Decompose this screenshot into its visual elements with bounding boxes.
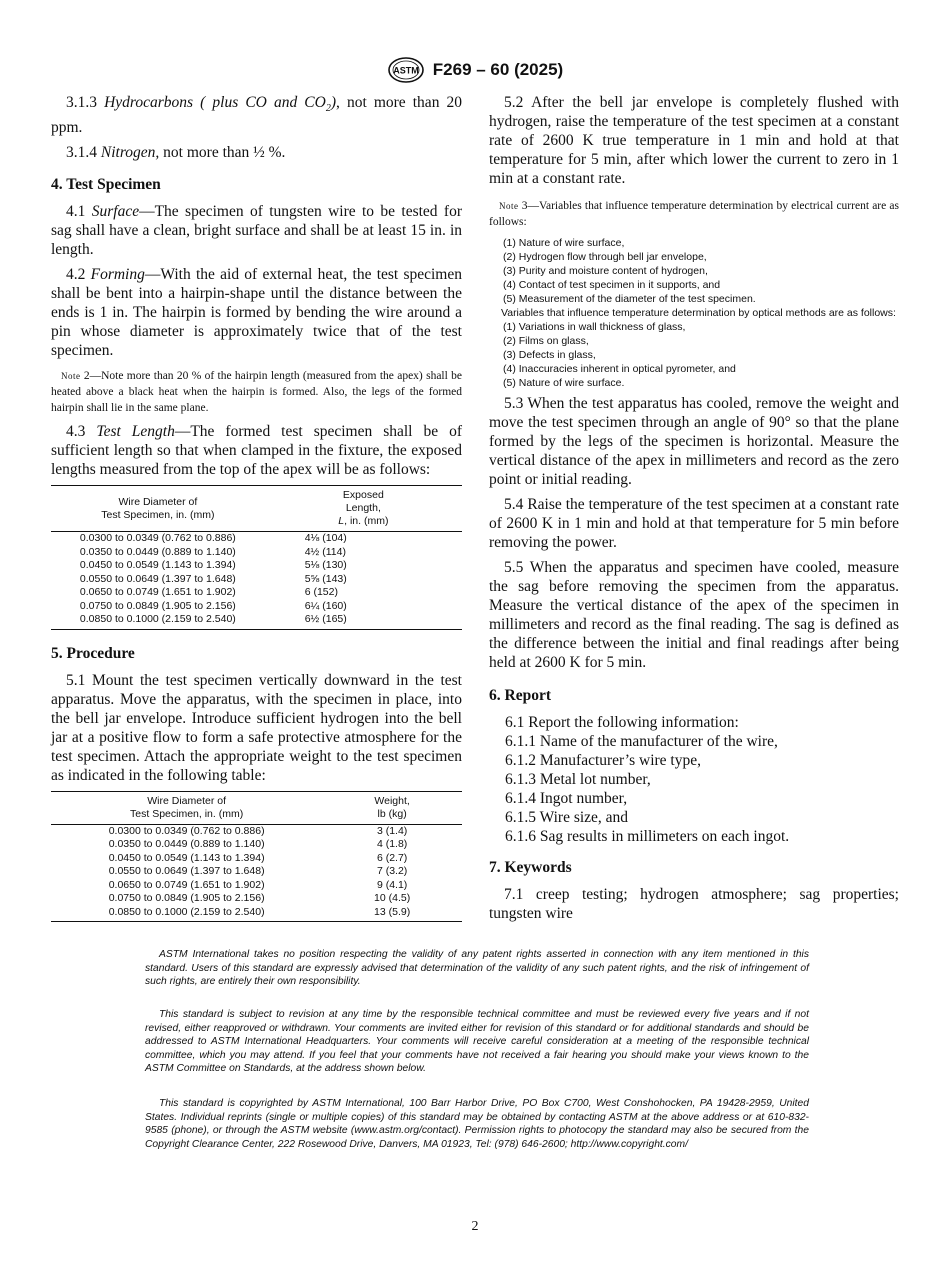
table-row: 0.0650 to 0.0749 (1.651 to 1.902) 9 (4.1) [108, 878, 408, 891]
report-list [489, 713, 899, 846]
table-row: 0.0350 to 0.0449 (0.889 to 1.140) 4 (1.8) [108, 838, 408, 851]
list-item: 6.1.4 Ingot number, [505, 790, 628, 807]
weight-table [51, 791, 462, 923]
optical-variables-intro: Variables that influence temperature determination by optical methods are as follows: [501, 307, 896, 319]
list-item: 6.1.2 Manufacturer’s wire type, [505, 752, 701, 769]
table-header-exposed-length: Exposed Length, L, in. (mm) [265, 486, 462, 532]
paragraph-5-1: 5.1 Mount the test specimen vertically downward in the test apparatus. Move the apparatus, with the specimen in place, into the bell jar envelope. Introduce sufficient hydrogen into the bell jar at a positive flow to form a safe protective atmosphere for the test specimen. Attach the appropriate weight to the test specimen as indicated in the following table: [51, 671, 462, 784]
table-row: 0.0850 to 0.1000 (2.159 to 2.540) 13 (5.9) [108, 905, 411, 918]
list-item: (3) Purity and moisture content of hydrogen, [503, 265, 708, 277]
legal-patent-notice: ASTM International takes no position respecting the validity of any patent rights asserted in connection with any item mentioned in this standard. Users of this standard are expressly advised that determination of the validity of any such patent rights, and the risk of infringement of such rights, are entirely their own responsibility. [145, 949, 809, 987]
paragraph-5-4: 5.4 Raise the temperature of the test specimen at a constant rate of 2600 K in 1 min and hold at that temperature for 5 min before removing the power. [489, 496, 899, 551]
note-3: Note 3—Variables that influence temperature determination by electrical current are as follows: [489, 200, 900, 228]
list-item: 6.1.3 Metal lot number, [505, 771, 651, 788]
page-number: 2 [471, 1219, 479, 1234]
list-item: (1) Nature of wire surface, [503, 237, 625, 249]
paragraph-5-5: 5.5 When the apparatus and specimen have cooled, measure the sag before removing the specimen from the apparatus. Measure the vertical distance of the apex of the specimen in millimeters and record as the final reading. The sag is defined as the difference between the initial and final readings after being held at 2600 K for 5 min. [489, 559, 899, 671]
table-row: 0.0350 to 0.0449 (0.889 to 1.140) 4½ (114) [79, 545, 346, 558]
table-row: 0.0750 to 0.0849 (1.905 to 2.156) 6¼ (160) [79, 599, 347, 612]
list-item: (2) Hydrogen flow through bell jar envelope, [503, 251, 707, 263]
table-row: 0.0550 to 0.0649 (1.397 to 1.648) 5⅝ (143) [79, 572, 347, 585]
table-row: 0.0450 to 0.0549 (1.143 to 1.394) 6 (2.7) [108, 851, 408, 864]
table-row: 0.0750 to 0.0849 (1.905 to 2.156) 10 (4.5) [108, 892, 411, 905]
table-row: 0.0650 to 0.0749 (1.651 to 1.902) 6 (152) [79, 586, 338, 599]
paragraph-7-1: 7.1 creep testing; hydrogen atmosphere; sag properties; tungsten wire [489, 886, 899, 922]
list-item: (4) Inaccuracies inherent in optical pyrometer, and [503, 363, 736, 375]
list-item: (2) Films on glass, [503, 335, 589, 347]
table-row: 0.0300 to 0.0349 (0.762 to 0.886) 3 (1.4) [108, 824, 408, 837]
list-item: 6.1.6 Sag results in millimeters on each ingot. [505, 828, 790, 845]
astm-logo-icon [387, 57, 425, 83]
electrical-variables-list [489, 236, 899, 390]
list-item: (5) Measurement of the diameter of the test specimen. [503, 293, 756, 305]
table-row: 0.0550 to 0.0649 (1.397 to 1.648) 7 (3.2) [108, 865, 408, 878]
list-item: 6.1 Report the following information: [505, 714, 739, 731]
list-item: (3) Defects in glass, [503, 349, 596, 361]
paragraph-4-3: 4.3 Test Length—The formed test specimen shall be of sufficient length so that when clamped in the fixture, the exposed lengths measured from the top of the apex will be as follows: [51, 423, 463, 479]
section-5-heading: 5. Procedure [51, 644, 135, 662]
list-item: (4) Contact of test specimen in it supports, and [503, 279, 721, 291]
note-2: Note 2—Note more than 20 % of the hairpin length (measured from the apex) shall be heated above a black heat when the hairpin is formed. Also, the legs of the formed hairpin shall lie in the same plane. [51, 370, 463, 415]
page-header [0, 57, 950, 83]
section-7-heading: 7. Keywords [489, 859, 572, 876]
paragraph-3-1-4: 3.1.4 Nitrogen, not more than ½ %. [66, 144, 286, 162]
table-row: 0.0300 to 0.0349 (0.762 to 0.886) 4⅛ (104) [79, 532, 347, 545]
paragraph-5-3: 5.3 When the test apparatus has cooled, remove the weight and move the test specimen through an angle of 90° so that the plane formed by the legs of the specimen is horizontal. Measure the vertical distance of the apex in millimeters and record as the zero point or initial reading. [489, 395, 899, 488]
list-item: 6.1.5 Wire size, and [505, 809, 629, 826]
paragraph-4-1: 4.1 Surface—The specimen of tungsten wire to be tested for sag shall have a clean, bright surface and shall be at least 15 in. in length. [51, 203, 462, 259]
legal-revision-notice: This standard is subject to revision at any time by the responsible technical committee and must be reviewed every five years and if not revised, either reapproved or withdrawn. Your comments are invited either for revision of this standard or for additional standards and should be addressed to ASTM International Headquarters. Your comments will receive careful consideration at a meeting of the responsible technical committee, which you may attend. If you feel that your comments have not received a fair hearing you should make your views known to the ASTM Committee on Standards, at the address shown below. [145, 1009, 809, 1074]
section-4-heading: 4. Test Specimen [51, 176, 161, 194]
list-item: (5) Nature of wire surface. [503, 377, 625, 389]
table-row: 0.0850 to 0.1000 (2.159 to 2.540) 6½ (165) [79, 613, 347, 626]
exposed-length-table [51, 485, 462, 630]
document-designation: F269 – 60 (2025) [432, 60, 564, 79]
list-item: 6.1.1 Name of the manufacturer of the wire, [505, 733, 778, 750]
table-header-weight: Weight, lb (kg) [322, 791, 462, 824]
paragraph-4-2: 4.2 Forming—With the aid of external heat, the test specimen shall be bent into a hairpin-shape until the distance between the ends is 1 in. The hairpin is formed by bending the wire around a pin whose diameter is approximately twice that of the test specimen. [51, 266, 462, 360]
section-6-heading: 6. Report [489, 687, 551, 704]
paragraph-5-2: 5.2 After the bell jar envelope is completely flushed with hydrogen, raise the temperature of the test specimen at a constant rate of 2600 K true temperature in 1 min and hold at that temperature for 5 min, after which lower the current to zero in 1 min at a constant rate. [489, 94, 899, 187]
list-item: (1) Variations in wall thickness of glass, [503, 321, 686, 333]
right-column [489, 93, 899, 929]
table-header-wire-diameter: Wire Diameter of Test Specimen, in. (mm) [51, 791, 322, 824]
table-row: 0.0450 to 0.0549 (1.143 to 1.394) 5⅛ (130) [79, 559, 347, 572]
paragraph-3-1-3: 3.1.3 Hydrocarbons ( plus CO and $CO_2$), not more than 20 ppm. [51, 94, 463, 137]
svg-text:ASTM: ASTM [393, 65, 419, 76]
legal-copyright-notice: This standard is copyrighted by ASTM International, 100 Barr Harbor Drive, PO Box C700, West Conshohocken, PA 19428-2959, United States. Individual reprints (single or multiple copies) of this standard may be obtained by contacting ASTM at the above address or at 610-832-9585 (phone), or through the ASTM website (www.astm.org/contact). Permission rights to photocopy the standard may also be secured from the Copyright Clearance Center, 222 Rosewood Drive, Danvers, MA 01923, Tel: (978) 646-2600; http://www.copyright.com/ [145, 1098, 809, 1150]
left-column [51, 93, 462, 926]
table-header-wire-diameter: Wire Diameter of Test Specimen, in. (mm) [51, 486, 265, 532]
